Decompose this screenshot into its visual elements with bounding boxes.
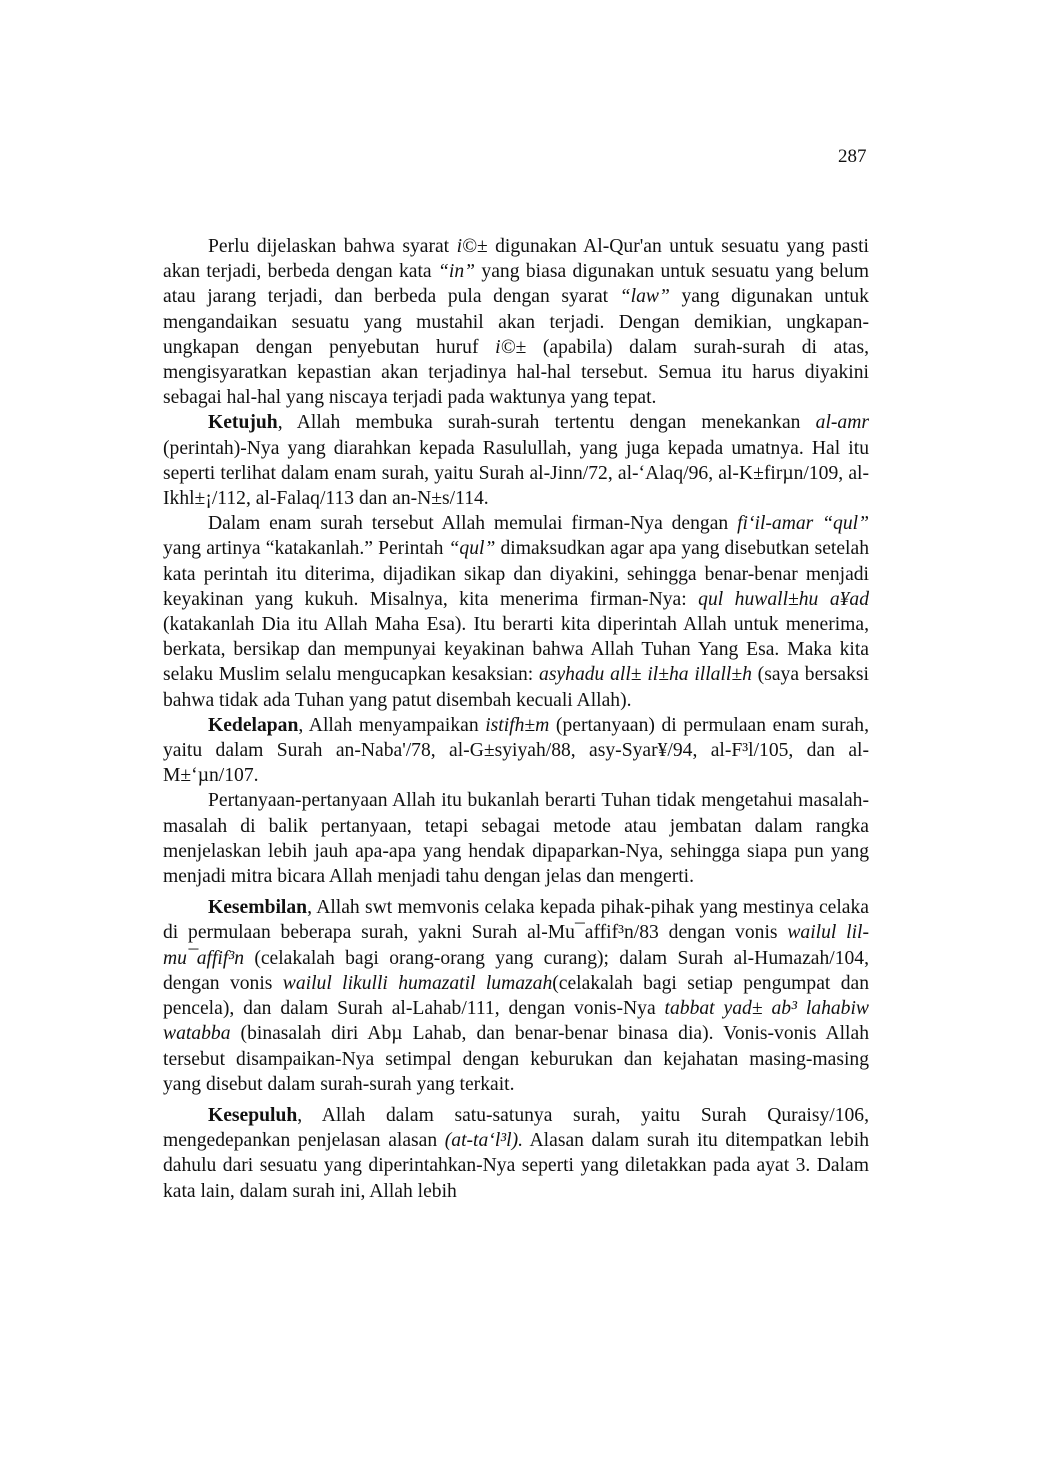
paragraph: [163, 1103, 869, 1204]
page-number: 287: [838, 146, 867, 167]
text-run: Alasan dalam surah itu ditempatkan lebih dahulu dari sesuatu yang diperintahkan-Nya seperti yang diletakkan pada ayat 3. Dalam kata lain, dalam surah ini, Allah lebih: [163, 1130, 869, 1202]
text-run: , Allah swt memvonis celaka kepada pihak-pihak yang mestinya celaka di permulaan beberapa surah, yakni Surah al-Mu¯affif³n/83 dengan vonis: [163, 897, 869, 944]
text-run: (saya bersaksi bahwa tidak ada Tuhan yang patut disembah kecuali Allah).: [163, 664, 869, 711]
italic-term: i©±: [456, 236, 488, 257]
text-run: dimaksudkan agar apa yang disebutkan setelah kata perintah itu diterima, dijadikan sikap dan diyakini, sehingga benar-benar menjadi keyakinan yang kukuh. Misalnya, kita menerima firman-Nya:: [163, 538, 869, 610]
italic-term: “law”: [619, 286, 670, 308]
paragraph: [163, 234, 869, 410]
italic-term: i©±: [495, 336, 527, 358]
italic-term: tabbat yad± ab³ lahabiw watabba: [163, 998, 869, 1045]
paragraph: [163, 410, 869, 511]
text-run: (binasalah diri Abµ Lahab, dan benar-benar binasa dia). Vonis-vonis Allah tersebut disampaikan-Nya setimpal dengan keburukan dan kejahatan masing-masing yang disebut dalam surah-surah yang terkait.: [163, 1023, 869, 1095]
paragraph: [163, 713, 869, 789]
italic-term: fi‘il-amar “qul”: [737, 513, 869, 535]
paragraph: [163, 895, 869, 1097]
italic-term: (at-ta‘l³l).: [444, 1130, 524, 1152]
italic-term: wailul likulli humazatil lumazah: [282, 972, 553, 994]
paragraph: [163, 511, 869, 713]
italic-term: qul huwall±hu a¥ad: [698, 588, 870, 610]
italic-term: asyhadu all± il±ha illall±h: [539, 664, 752, 686]
text-run: yang biasa digunakan untuk sesuatu yang belum atau jarang terjadi, dan berbeda pula dengan syarat: [163, 261, 869, 308]
text-run: (katakanlah Dia itu Allah Maha Esa). Itu berarti kita diperintah Allah untuk menerima, berkata, bersikap dan mempunyai keyakinan bahwa Allah Tuhan Yang Esa. Maka kita selaku Muslim selalu mengucapkan kesaksian:: [163, 614, 869, 686]
text-run: , Allah dalam satu-satunya surah, yaitu Surah Quraisy/106, mengedepankan penjelasan alasan: [163, 1104, 869, 1152]
section-heading-word: Kedelapan: [208, 714, 299, 736]
section-heading-word: Kesembilan: [208, 897, 308, 919]
italic-term: “in”: [438, 261, 476, 283]
text-run: (perintah)-Nya yang diarahkan kepada Rasulullah, yang juga kepada umatnya. Hal itu seperti terlihat dalam enam surah, yaitu Surah al-Jinn/72, al-‘Alaq/96, al-K±firµn/109, al-Ikhl±¡/112, al-Falaq/113 dan an-N±s/114.: [163, 437, 869, 510]
text-run: Dalam enam surah tersebut Allah memulai firman-Nya dengan: [208, 513, 738, 535]
text-run: Pertanyaan-pertanyaan Allah itu bukanlah berarti Tuhan tidak mengetahui masalah-masalah di balik pertanyaan, tetapi sebagai metode atau jembatan dalam rangka menjelaskan lebih jauh apa-apa yang hendak dipaparkan-Nya, sehingga siapa pun yang menjadi mitra bicara Allah menjadi tahu dengan jelas dan mengerti.: [163, 790, 869, 888]
text-run: yang artinya “katakanlah.” Perintah: [163, 538, 449, 560]
italic-term: “qul”: [448, 538, 496, 560]
section-heading-word: Kesepuluh: [208, 1104, 298, 1126]
text-run: (celakalah bagi orang-orang yang curang); dalam Surah al-Humazah/104, dengan vonis: [163, 947, 869, 994]
text-run: digunakan Al-Qur'an untuk sesuatu yang pasti akan terjadi, berbeda dengan kata: [163, 236, 870, 283]
text-run: (apabila) dalam surah-surah di atas, mengisyaratkan kepastian akan terjadinya hal-hal tersebut. Semua itu harus diyakini sebagai hal-hal yang niscaya terjadi pada waktunya yang tepat.: [163, 336, 870, 409]
text-run: Perlu dijelaskan bahwa syarat: [208, 236, 457, 257]
section-heading-word: Ketujuh: [208, 412, 278, 434]
italic-term: wailul lil-mu¯affif³n: [163, 922, 870, 969]
paragraph: [163, 788, 869, 889]
text-run: (celakalah bagi setiap pengumpat dan pencela), dan dalam Surah al-Lahab/111, dengan vonis-Nya: [163, 972, 869, 1020]
text-run: , Allah membuka surah-surah tertentu dengan menekankan: [277, 412, 816, 434]
text-run: yang digunakan untuk mengandaikan sesuatu yang mustahil akan terjadi. Dengan demikian, ungkapan-ungkapan dengan penyebutan huruf: [163, 286, 869, 358]
body-text: [163, 234, 869, 1204]
italic-term: istifh±m: [485, 714, 550, 736]
text-run: (pertanyaan) di permulaan enam surah, yaitu dalam Surah an-Naba'/78, al-G±syiyah/88, asy-Syar¥/94, al-F³l/105, dan al-M±‘µn/107.: [163, 714, 869, 787]
text-run: , Allah menyampaikan: [298, 714, 486, 736]
italic-term: al-amr: [815, 412, 869, 434]
